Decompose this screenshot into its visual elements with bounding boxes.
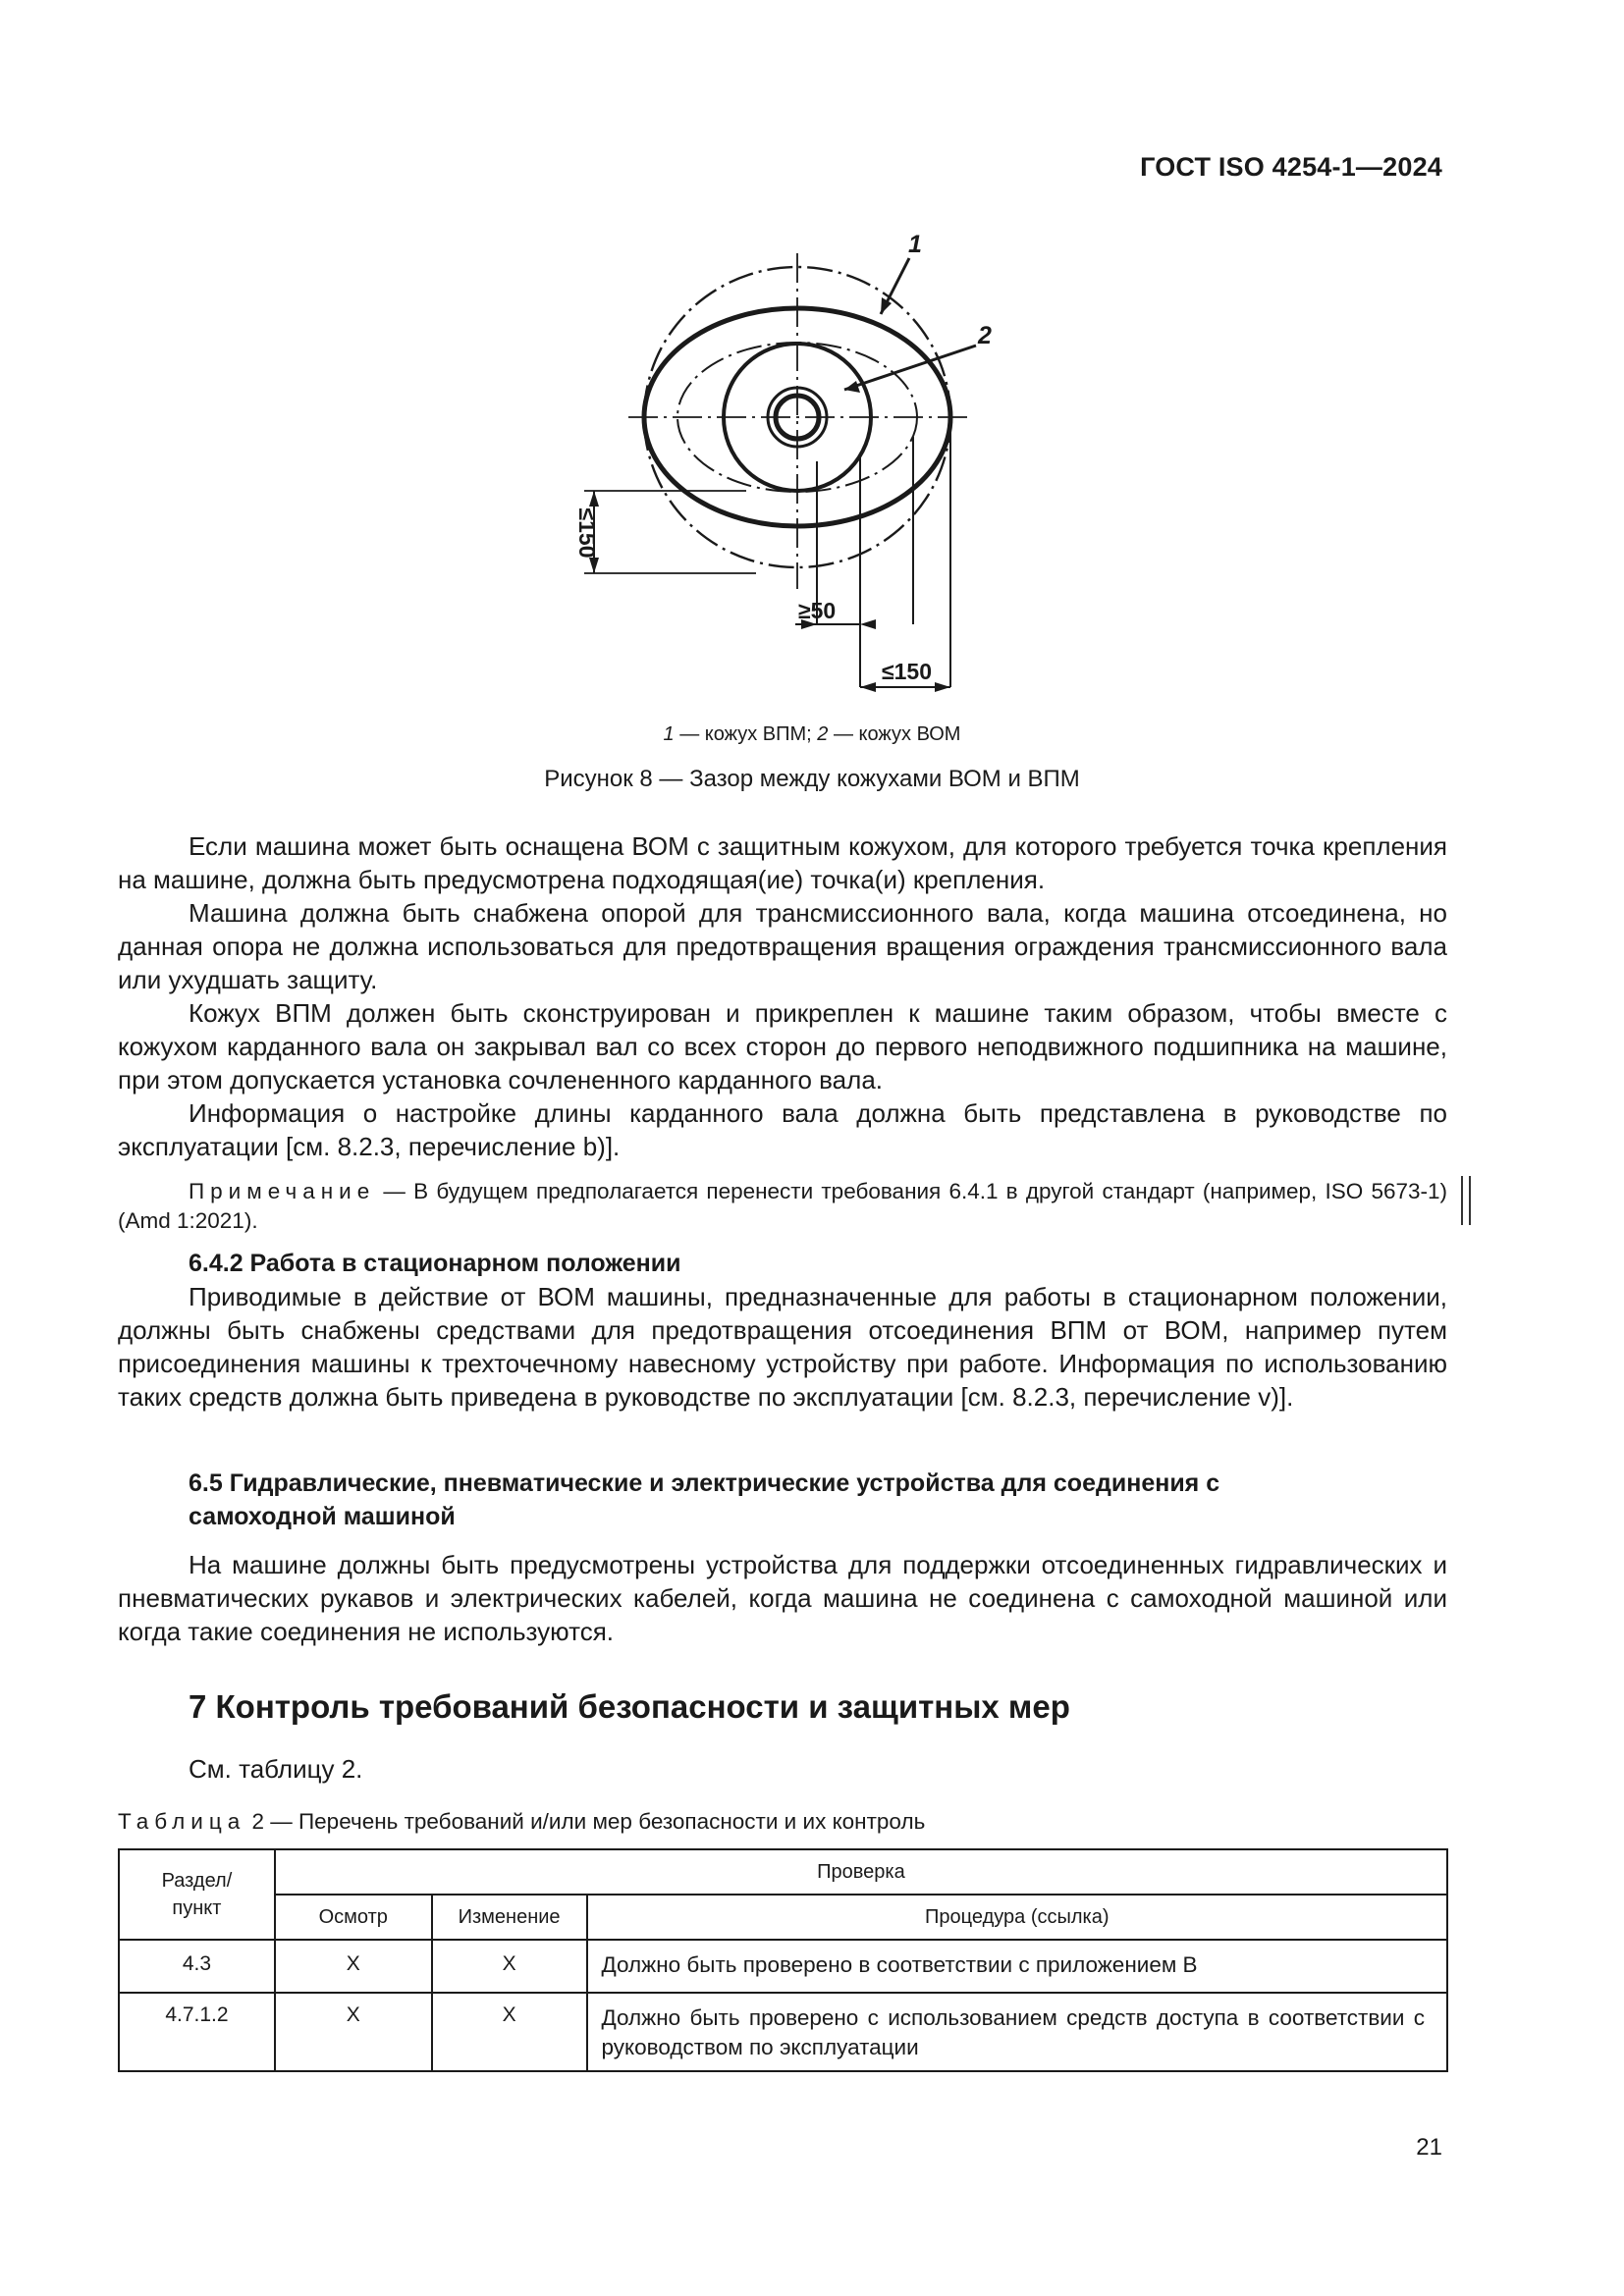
header-change: Изменение (432, 1895, 587, 1940)
dimension-vertical: ≤150 (574, 507, 600, 559)
table-title: Таблица 2 — Перечень требований и/или мер безопасности и их контроль (118, 1809, 926, 1834)
header-section: Раздел/ пункт (119, 1849, 275, 1940)
dimension-gap: ≥50 (798, 598, 837, 623)
page-number: 21 (1416, 2134, 1442, 2161)
figure-8-diagram (0, 0, 1624, 726)
figure-legend: 1 — кожух ВПМ; 2 — кожух ВОМ (663, 723, 961, 745)
heading-6-4-2: 6.4.2 Работа в стационарном положении (189, 1250, 681, 1277)
section-6-4-2-text: Приводимые в действие от ВОМ машины, предназначенные для работы в стационарном положении, должны быть снабжены средствами для предотвращения отсоединения ВПМ от ВОМ, например путем присоединения машины к трехточечному навесному устройству при работе. Информация по использованию таких средств должна быть приведена в руководстве по эксплуатации [см. 8.2.3, перечисление v)]. (118, 1282, 1447, 1412)
requirements-table (118, 1848, 1448, 2072)
callout-1: 1 (908, 231, 922, 258)
paragraph: Машина должна быть снабжена опорой для трансмиссионного вала, когда машина отсоединена, но данная опора не должна использоваться для предотвращения вращения ограждения трансмиссионного вала или ухудшать защиту. (118, 898, 1447, 994)
note (118, 1177, 1447, 1236)
dimension-horizontal: ≤150 (882, 659, 932, 684)
section-6-5-text: На машине должны быть предусмотрены устройства для поддержки отсоединенных гидравлических и пневматических рукавов и электрических кабелей, когда машина не соединена с самоходной машиной или когда такие соединения не используются. (118, 1550, 1447, 1646)
leader-2 (844, 346, 976, 390)
table-row: 4.3 X X Должно быть проверено в соответствии с приложением В (119, 1940, 1447, 1993)
heading-7: 7 Контроль требований безопасности и защитных мер (189, 1688, 1070, 1725)
table-row: 4.7.1.2 X X Должно быть проверено с использованием средств доступа в соответствии с руководством по эксплуатации (119, 1993, 1447, 2071)
note-text: — В будущем предполагается перенести требования 6.4.1 в другой стандарт (например, ISO 5673-1) (Amd 1:2021). (118, 1179, 1447, 1233)
header-inspection: Осмотр (275, 1895, 432, 1940)
note-label: Примечание (189, 1179, 376, 1203)
paragraph: Кожух ВПМ должен быть сконструирован и прикреплен к машине таким образом, чтобы вместе с кожухом карданного вала он закрывал вал со всех сторон до первого неподвижного подшипника на машине, при этом допускается установка сочлененного карданного вала. (118, 998, 1447, 1095)
header-check: Проверка (275, 1849, 1447, 1895)
paragraph: Информация о настройке длины карданного вала должна быть представлена в руководстве по эксплуатации [см. 8.2.3, перечисление b)]. (118, 1098, 1447, 1161)
figure-caption: Рисунок 8 — Зазор между кожухами ВОМ и ВПМ (544, 766, 1080, 792)
change-bar (1461, 1176, 1471, 1225)
callout-2: 2 (978, 322, 992, 349)
document-header: ГОСТ ISO 4254-1—2024 (1140, 152, 1442, 182)
paragraph: Если машина может быть оснащена ВОМ с защитным кожухом, для которого требуется точка крепления на машине, должна быть предусмотрена подходящая(ие) точка(и) крепления. (118, 831, 1447, 894)
header-procedure: Процедура (ссылка) (587, 1895, 1447, 1940)
section-7-text: См. таблицу 2. (189, 1754, 363, 1784)
heading-6-5: 6.5 Гидравлические, пневматические и электрические устройства для соединения с самоходной машиной (189, 1469, 1220, 1530)
body-paragraphs (118, 829, 1447, 1163)
